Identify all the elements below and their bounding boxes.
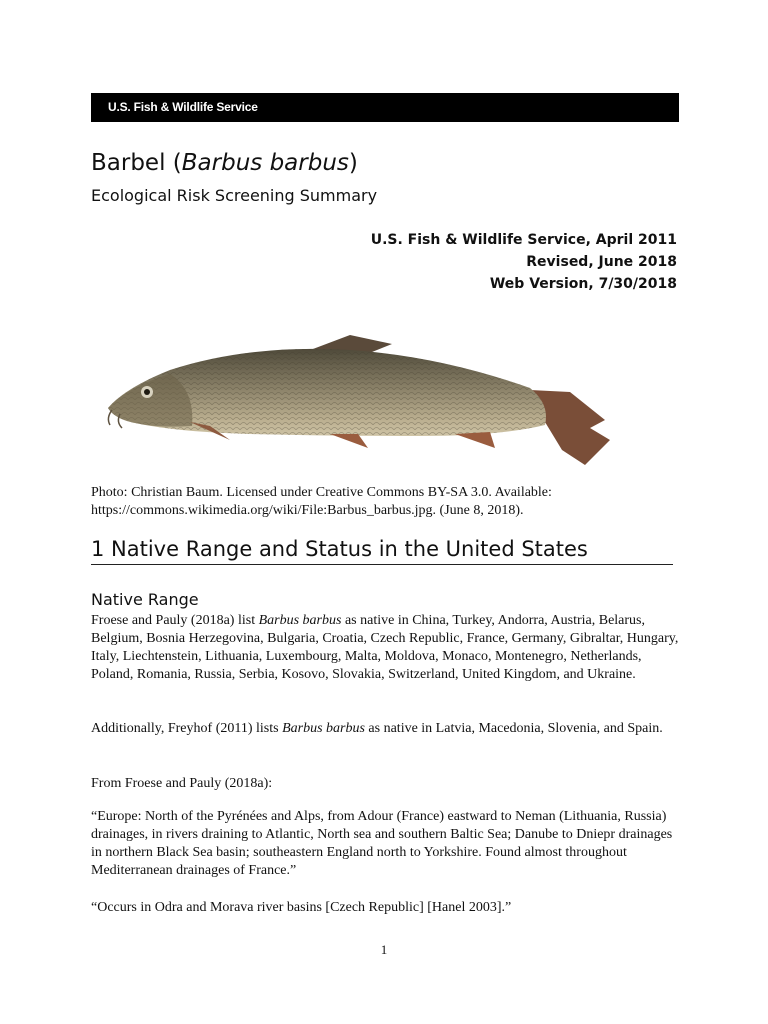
tail-fin bbox=[530, 390, 610, 465]
paragraph-native-range: Froese and Pauly (2018a) list Barbus barbus as native in China, Turkey, Andorra, Austria, Belarus, Belgium, Bosnia Herzegovina, Bulgaria, Croatia, Czech Republic, France, Germany, Gibraltar, Hungary, Italy, Liechtenstein, Lithuania, Luxembourg, Malta, Moldova, Monaco, Montenegro, Netherlands, Poland, Romania, Russia, Serbia, Kosovo, Slovakia, Switzerland, United Kingdom, and Ukraine. bbox=[91, 613, 679, 682]
publication-info bbox=[371, 229, 677, 295]
page-number: 1 bbox=[380, 942, 388, 957]
photo-caption-line2: https://commons.wikimedia.org/wiki/File:Barbus_barbus.jpg. (June 8, 2018). bbox=[91, 503, 524, 518]
title-species: Barbus barbus bbox=[181, 150, 349, 176]
pelvic-fin bbox=[330, 434, 368, 448]
banner-text: U.S. Fish & Wildlife Service bbox=[108, 100, 258, 114]
quote-distribution: “Europe: North of the Pyrénées and Alps, from Adour (France) eastward to Neman (Lithuania, Russia) drainages, in rivers draining to Atlantic, North sea and southern Baltic Sea; Danube to Dniepr drainages in northern Black Sea basin; southeastern England north to Yorkshire. Found almost throughout Mediterranean drainages of France.” bbox=[91, 809, 673, 878]
anal-fin bbox=[455, 432, 495, 448]
barbel-fish-photo bbox=[100, 330, 625, 470]
photo-caption-line1: Photo: Christian Baum. Licensed under Creative Commons BY-SA 3.0. Available: bbox=[91, 485, 552, 500]
section-heading: 1 Native Range and Status in the United States bbox=[91, 537, 673, 565]
quote-odra-morava: “Occurs in Odra and Morava river basins [Czech Republic] [Hanel 2003].” bbox=[91, 900, 512, 915]
document-title bbox=[91, 150, 358, 176]
document-subtitle: Ecological Risk Screening Summary bbox=[91, 186, 378, 205]
agency-banner bbox=[91, 93, 679, 122]
revision-line: Revised, June 2018 bbox=[526, 254, 677, 270]
paragraph-additional-range: Additionally, Freyhof (2011) lists Barbus barbus as native in Latvia, Macedonia, Slovenia, and Spain. bbox=[91, 721, 663, 736]
species-name: Barbus barbus bbox=[282, 721, 365, 736]
subsection-heading: Native Range bbox=[91, 590, 199, 609]
paragraph-source-intro: From Froese and Pauly (2018a): bbox=[91, 776, 273, 791]
title-suffix: ) bbox=[348, 150, 358, 176]
photo-caption bbox=[91, 484, 681, 520]
species-name: Barbus barbus bbox=[258, 613, 342, 628]
title-prefix: Barbel ( bbox=[91, 150, 182, 176]
web-version-line: Web Version, 7/30/2018 bbox=[489, 276, 677, 292]
publication-line: U.S. Fish & Wildlife Service, April 2011 bbox=[370, 232, 677, 248]
